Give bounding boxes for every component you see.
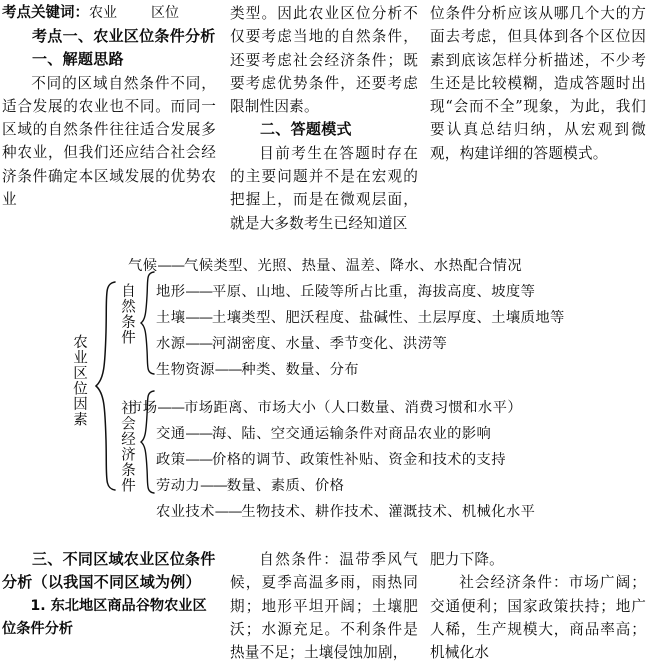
paragraph-col2-continue: 类型。因此农业区位分析不仅要考虑当地的自然条件，还要考虑社会经济条件；既要考虑优势条件，还要考虑限制性因素。 — [230, 5, 418, 116]
diagram-row-key: 市场 — [128, 400, 158, 416]
diagram-row — [156, 504, 535, 520]
heading-kaodian-yi: 考点一、农业区位条件分析 — [32, 27, 216, 45]
diagram-row-dash: —— — [157, 258, 184, 274]
column-1 — [0, 2, 228, 235]
diagram-row-value: 土壤类型、肥沃程度、盐碱性、土层厚度、土壤质地等 — [212, 310, 565, 326]
diagram-row-key: 水源 — [156, 336, 186, 352]
top-column-region — [0, 2, 650, 235]
diagram-row — [156, 452, 506, 468]
diagram-row-key: 交通 — [156, 426, 186, 442]
paragraph-col1-body: 不同的区域自然条件不同，适合发展的农业也不同。而同一区域的自然条件往往适合发展多种农业，但我们还应结合社会经济条件确定本区域发展的优势农业 — [2, 74, 216, 209]
heading-section-2: 二、答题模式 — [260, 120, 352, 139]
keyword-label: 考点关键词： — [2, 5, 89, 21]
diagram-row — [156, 426, 491, 442]
bottom-column-1 — [0, 548, 228, 664]
diagram-row-dash: —— — [185, 426, 212, 442]
diagram-row-key: 地形 — [156, 284, 186, 300]
diagram-row-value: 气候类型、光照、热量、温差、降水、水热配合情况 — [184, 258, 523, 274]
diagram-row-key: 气候 — [128, 258, 158, 274]
diagram-root-label: 农业区位因素 — [71, 334, 87, 427]
diagram-root-brace — [95, 280, 117, 492]
diagram-group-label-socioeconomic: 社会经济条件 — [119, 400, 135, 493]
diagram-row-value: 生物技术、耕作技术、灌溉技术、机械化水平 — [241, 504, 536, 520]
diagram-row-dash: —— — [214, 504, 242, 520]
diagram-row-dash: —— — [185, 452, 212, 468]
agriculture-location-factors-diagram — [0, 258, 650, 520]
paragraph-col3-continue: 位条件分析应该从哪几个大的方面去考虑，但具体到各个区位因素到底该怎样分析描述，不少考生还是比较模糊，造成答题时出现“会而不全”现象，为此，我们要认真总结归纳，从宏观到微观，构建详细的答题模式。 — [430, 5, 646, 162]
diagram-row-dash: —— — [157, 400, 184, 416]
diagram-row-dash: —— — [200, 478, 227, 494]
diagram-row-value: 种类、数量、分布 — [241, 362, 359, 378]
diagram-row-key: 农业技术 — [156, 504, 215, 520]
diagram-row — [128, 258, 522, 274]
diagram-row — [156, 310, 565, 326]
diagram-group-label-natural: 自然条件 — [119, 283, 135, 345]
keyword-line — [2, 2, 216, 25]
diagram-row-value: 河湖密度、水量、季节变化、洪涝等 — [212, 336, 448, 352]
diagram-row-value: 平原、山地、丘陵等所占比重，海拔高度、坡度等 — [212, 284, 536, 300]
paragraph-natural-conditions: 自然条件：温带季风气候，夏季高温多雨，雨热同期；地形平坦开阔；土壤肥沃；水源充足。不利条件是热量不足；土壤侵蚀加剧， — [230, 551, 418, 662]
diagram-row — [156, 336, 447, 352]
diagram-row-key: 土壤 — [156, 310, 186, 326]
diagram-row-key: 生物资源 — [156, 362, 215, 378]
diagram-row-value: 价格的调节、政策性补贴、资金和技术的支持 — [212, 452, 506, 468]
diagram-row — [156, 284, 535, 300]
column-3 — [428, 2, 650, 235]
bottom-column-3 — [428, 548, 650, 664]
keyword-value-2: 区位 — [151, 5, 179, 21]
heading-section-3: 三、不同区域农业区位条件分析（以我国不同区域为例） — [2, 550, 216, 592]
diagram-row-dash: —— — [185, 336, 212, 352]
heading-section-1: 一、解题思路 — [32, 50, 124, 69]
diagram-row — [128, 400, 522, 416]
bottom-column-2 — [228, 548, 428, 664]
column-2 — [228, 2, 428, 235]
paragraph-socioeconomic-conditions: 社会经济条件：市场广阔；交通便利；国家政策扶持；地广人稀，生产规模大，商品率高；机械化水 — [430, 574, 646, 662]
keyword-value-1: 农业 — [89, 5, 117, 21]
diagram-row-dash: —— — [214, 362, 242, 378]
diagram-row-value: 海、陆、空交通运输条件对商品农业的影响 — [212, 426, 492, 442]
paragraph-natural-conditions-end: 肥力下降。 — [430, 551, 504, 568]
diagram-row-key: 劳动力 — [156, 478, 201, 494]
diagram-row-key: 政策 — [156, 452, 186, 468]
list-item-1: 1. 东北地区商品谷物农业区位条件分析 — [2, 597, 207, 637]
paragraph-col2-body: 目前考生在答题时存在的主要问题并不是在宏观的把握上，而是在微观层面，就是大多数考生已经知道区 — [230, 144, 418, 232]
diagram-row-dash: —— — [185, 284, 212, 300]
diagram-row — [156, 362, 359, 378]
diagram-row-dash: —— — [185, 310, 212, 326]
diagram-row — [156, 478, 344, 494]
bottom-column-region — [0, 548, 650, 664]
diagram-group-brace-natural — [140, 270, 156, 376]
diagram-row-value: 市场距离、市场大小（人口数量、消费习惯和水平） — [184, 400, 523, 416]
diagram-row-value: 数量、素质、价格 — [226, 478, 345, 494]
